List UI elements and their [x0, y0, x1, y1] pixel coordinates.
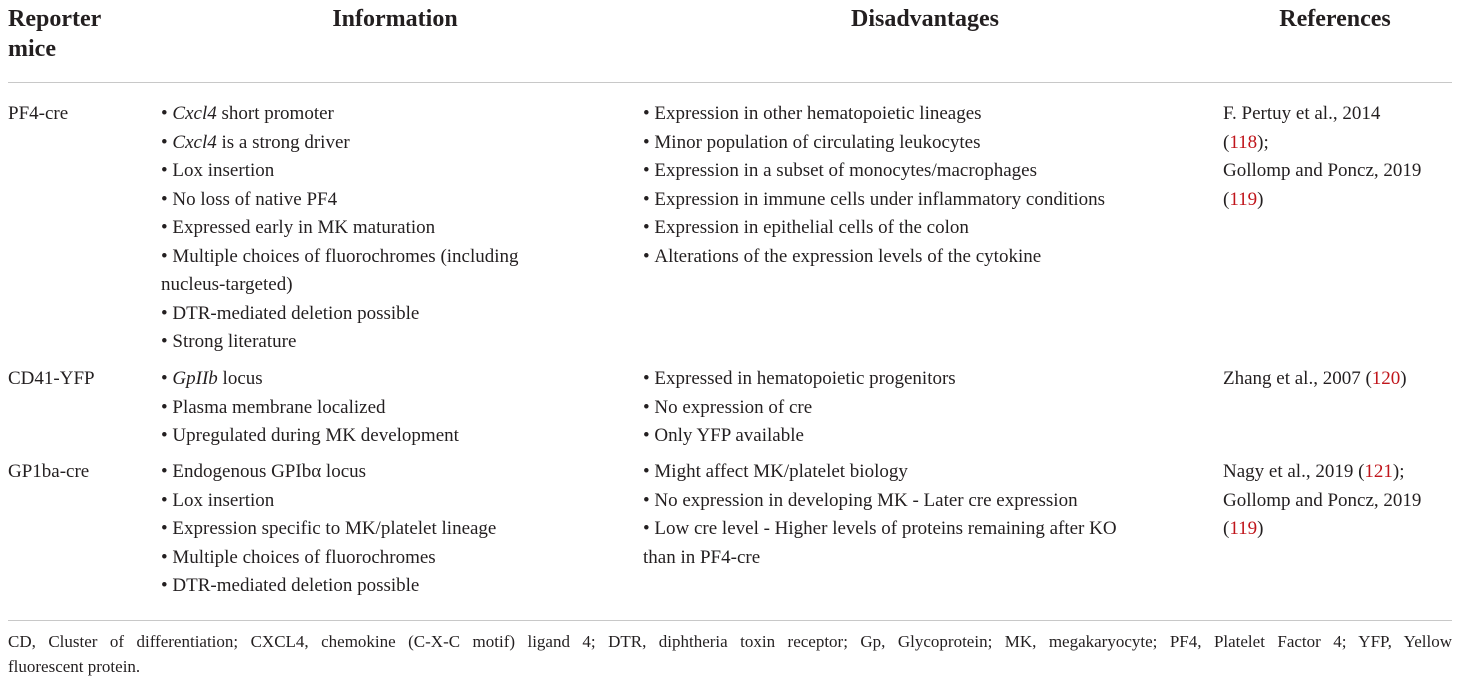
table-footnote [8, 630, 1452, 679]
info-item: • Expression specific to MK/platelet lineage [161, 515, 631, 544]
footnote-line-1: CD, Cluster of differentiation; CXCL4, chemokine (C-X-C motif) ligand 4; DTR, diphtheria toxin receptor; Gp, Glycoprotein; MK, megakaryocyte; PF4, Platelet Factor 4; YFP, Yellow [8, 632, 1452, 651]
row-pf4-cre-references [1223, 100, 1458, 214]
footnote-line-2: fluorescent protein. [8, 656, 141, 676]
info-item-continuation: nucleus-targeted) [161, 274, 293, 295]
info-item: • DTR-mediated deletion possible [161, 572, 631, 601]
info-item: • Multiple choices of fluorochromes (including [161, 243, 631, 272]
header-reporter-line2: mice [8, 36, 56, 62]
row-cd41-yfp-disadvantages [643, 365, 1213, 451]
info-item: • Lox insertion [161, 487, 631, 516]
header-divider [8, 82, 1452, 83]
header-reporter-mice [8, 4, 148, 64]
row-pf4-cre-disadvantages [643, 100, 1213, 271]
disadvantage-item: • Low cre level - Higher levels of proteins remaining after KO [643, 515, 1213, 544]
reference-line: F. Pertuy et al., 2014 [1223, 103, 1381, 124]
info-item: • Expressed early in MK maturation [161, 214, 631, 243]
reference-line: Gollomp and Poncz, 2019 [1223, 489, 1422, 511]
disadvantage-item: • Expression in epithelial cells of the colon [643, 214, 1213, 243]
disadvantage-item: • Minor population of circulating leukocytes [643, 129, 1213, 158]
reference-line: Nagy et al., 2019 (121); [1223, 461, 1405, 482]
info-item: • Cxcl4 is a strong driver [161, 129, 631, 158]
info-item: • Multiple choices of fluorochromes [161, 544, 631, 573]
row-pf4-cre-name: PF4-cre [8, 103, 69, 124]
info-item: • Upregulated during MK development [161, 422, 631, 451]
reference-link[interactable]: 120 [1371, 368, 1401, 389]
reference-line: (119) [1223, 188, 1264, 210]
reference-line: Zhang et al., 2007 (120) [1223, 368, 1407, 389]
info-item: • Plasma membrane localized [161, 394, 631, 423]
row-gp1ba-cre-name: GP1ba-cre [8, 461, 90, 482]
disadvantage-item: • Only YFP available [643, 422, 1213, 451]
reference-link[interactable]: 118 [1229, 131, 1258, 153]
info-item: • Endogenous GPIbα locus [161, 458, 631, 487]
disadvantage-item: • Might affect MK/platelet biology [643, 458, 1213, 487]
disadvantage-item: • No expression in developing MK - Later cre expression [643, 487, 1213, 516]
reference-line: (119) [1223, 518, 1264, 539]
disadvantage-item-continuation: than in PF4-cre [643, 546, 761, 568]
info-item: • Strong literature [161, 328, 631, 357]
info-item: • Lox insertion [161, 157, 631, 186]
info-item: • GpIIb locus [161, 365, 631, 394]
footnote-divider [8, 620, 1452, 621]
row-gp1ba-cre-disadvantages [643, 458, 1213, 572]
row-pf4-cre-information [161, 100, 631, 357]
disadvantage-item: • Expression in a subset of monocytes/macrophages [643, 157, 1213, 186]
header-reporter-line1: Reporter [8, 6, 102, 32]
header-information: Information [332, 6, 458, 32]
row-cd41-yfp-references [1223, 365, 1458, 394]
reference-line: (118); [1223, 131, 1269, 153]
row-gp1ba-cre-references [1223, 458, 1458, 544]
info-item: • DTR-mediated deletion possible [161, 300, 631, 329]
header-disadvantages: Disadvantages [850, 6, 1000, 32]
disadvantage-item: • Expression in immune cells under inflammatory conditions [643, 186, 1213, 215]
disadvantage-item: • Expressed in hematopoietic progenitors [643, 365, 1213, 394]
reference-link[interactable]: 119 [1229, 518, 1258, 539]
row-cd41-yfp-information [161, 365, 631, 451]
row-cd41-yfp-name: CD41-YFP [8, 368, 95, 389]
reference-line: Gollomp and Poncz, 2019 [1223, 160, 1422, 181]
disadvantage-item: • No expression of cre [643, 394, 1213, 423]
disadvantage-item: • Expression in other hematopoietic lineages [643, 100, 1213, 129]
reference-link[interactable]: 121 [1364, 461, 1393, 482]
row-gp1ba-cre-information [161, 458, 631, 601]
header-references: References [1279, 6, 1391, 32]
reference-link[interactable]: 119 [1229, 188, 1258, 210]
info-item: • Cxcl4 short promoter [161, 100, 631, 129]
disadvantage-item: • Alterations of the expression levels of the cytokine [643, 243, 1213, 272]
info-item: • No loss of native PF4 [161, 186, 631, 215]
